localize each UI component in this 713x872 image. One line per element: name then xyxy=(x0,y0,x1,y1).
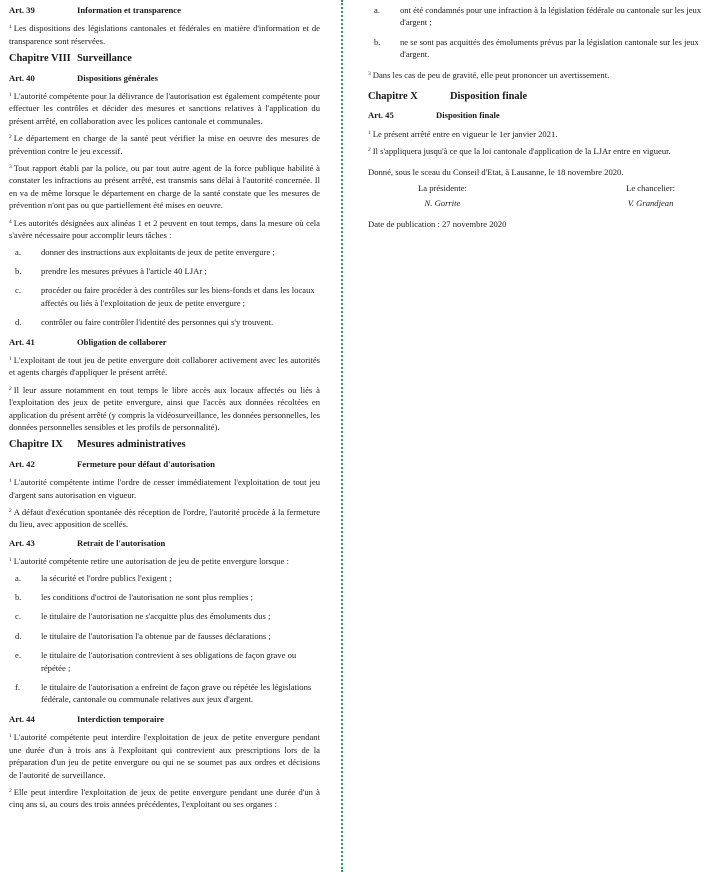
list-item: c. le titulaire de l'autorisation ne s'acquitte plus des émoluments dus ; xyxy=(15,611,271,622)
paragraph: $^3$ Dans les cas de peu de gravité, elle peut prononcer un avertissement. xyxy=(368,69,610,80)
article-title: Retrait de l'autorisation xyxy=(77,537,166,548)
signature-role: La présidente: xyxy=(418,183,467,194)
article-number: Art. 39 xyxy=(9,5,35,15)
article-heading xyxy=(9,713,320,725)
paragraph: $^2$ Le département en charge de la santé peut vérifier la mise en oeuvre des mesures de prévention contre le jeu excessif. xyxy=(9,133,320,156)
chapter-title: Disposition finale xyxy=(450,91,528,103)
list-item: a. la sécurité et l'ordre publics l'exigent ; xyxy=(15,572,172,583)
article-heading xyxy=(368,109,705,121)
chapter-number: Chapitre VIII xyxy=(9,53,71,65)
chapter-heading xyxy=(368,91,705,103)
paragraph: $^2$ Il s'appliquera jusqu'à ce que la loi cantonale d'application de la LJAr entre en vigueur. xyxy=(368,146,671,157)
publication-date: Date de publication : 27 novembre 2020 xyxy=(368,218,507,229)
list-item: c. procéder ou faire procéder à des contrôles sur les biens-fonds et dans les locaux affectés ou liés à l'exploitation de jeux de petite envergure ; xyxy=(15,285,315,308)
paragraph: $^1$ L'autorité compétente pour la délivrance de l'autorisation est également compétente pour effectuer les contrôles et décider des mesures et sanctions relatives à l'application du présent arrêté, en collaboration avec les polices cantonale et communales. xyxy=(9,91,320,126)
paragraph: $^1$ L'autorité compétente retire une autorisation de jeu de petite envergure lorsque : xyxy=(9,556,289,567)
list-item: d. contrôler ou faire contrôler l'identité des personnes qui s'y trouvent. xyxy=(15,317,274,328)
article-number: Art. 40 xyxy=(9,72,35,83)
paragraph: $^3$ Tout rapport établi par la police, ou par tout autre agent de la force publique habilité à constater les infractions au présent arrêté, est transmis sans délai à l'autorité concernée. Il en va de même lorsque le département en charge de la santé constate que les mesures de prévention n'ont pas ou que partiellement été mises en oeuvre. xyxy=(9,163,320,211)
list-item: f. le titulaire de l'autorisation a enfreint de façon grave ou répétée les législations fédérale, cantonale ou communale relatives aux jeux d'argent. xyxy=(15,682,312,705)
article-heading xyxy=(9,72,320,84)
article-title: Obligation de collaborer xyxy=(77,336,167,347)
article-title: Information et transparence xyxy=(77,5,181,15)
article-number: Art. 45 xyxy=(368,110,394,121)
signature-name: N. Gorrite xyxy=(424,198,461,209)
paragraph: $^1$ L'exploitant de tout jeu de petite envergure doit collaborer activement avec les autorités et agents chargés d'appliquer le présent arrêté. xyxy=(9,354,320,378)
paragraph: $^1$ L'autorité compétente peut interdire l'exploitation de jeux de petite envergure pendant une durée d'un à trois ans à l'exploitant qui contrevient aux prescriptions lors de la préparation d'un jeu de petite envergure ou qui ne se soumet pas aux ordres et décisions de l'autorité de surveillance. xyxy=(9,732,320,780)
list-item: e. le titulaire de l'autorisation contrevient à ses obligations de façon grave ou répétée ; xyxy=(15,650,297,673)
signature-president xyxy=(418,182,467,210)
chapter-heading xyxy=(9,439,320,451)
right-column xyxy=(368,0,705,234)
given-statement: Donné, sous le sceau du Conseil d'Etat, à Lausanne, le 18 novembre 2020. xyxy=(368,166,624,177)
paragraph: $^4$ Les autorités désignées aux alinéas 1 et 2 peuvent en tout temps, dans la mesure où cela s'avère nécessaire pour accomplir leurs tâches : xyxy=(9,217,320,241)
article-title: Interdiction temporaire xyxy=(77,713,164,724)
article-heading xyxy=(9,336,320,348)
list-item: b. ne se sont pas acquittés des émoluments prévus par la législation cantonale sur les jeux d'argent. xyxy=(374,36,699,60)
signature-role: Le chancelier: xyxy=(626,183,675,194)
article-title: Disposition finale xyxy=(436,110,500,121)
chapter-number: Chapitre X xyxy=(368,91,418,103)
signatures xyxy=(368,182,705,210)
article-heading xyxy=(9,4,320,16)
signature-name: V. Grandjean xyxy=(627,198,674,209)
article-number: Art. 44 xyxy=(9,713,35,724)
signature-chancellor xyxy=(626,182,675,210)
paragraph: $^2$ Elle peut interdire l'exploitation de jeux de petite envergure pendant une durée d'un à cinq ans si, au cours des trois années précédentes, l'exploitant ou ses organes : xyxy=(9,786,320,810)
chapter-title: Mesures administratives xyxy=(77,439,186,451)
column-divider xyxy=(341,0,343,872)
article-title: Fermeture pour défaut d'autorisation xyxy=(77,458,215,469)
paragraph: $^2$ A défaut d'exécution spontanée dès réception de l'ordre, l'autorité procède à la fermeture du lieu, avec apposition de scellés. xyxy=(9,507,320,530)
left-column xyxy=(9,0,320,815)
chapter-title: Surveillance xyxy=(77,53,132,65)
paragraph: $^2$ Il leur assure notamment en tout temps le libre accès aux locaux affectés ou liés à l'exploitation des jeux de petite envergure, ainsi que l'accès aux données récoltées en application du présent arrêté (y compris la vidéosurveillance, les données personnelles, les données personnelles sensibles et les profils de personnalité). xyxy=(9,384,320,432)
article-heading xyxy=(9,458,320,470)
article-number: Art. 43 xyxy=(9,537,35,548)
list-item: a. donner des instructions aux exploitants de jeux de petite envergure ; xyxy=(15,246,275,257)
paragraph: $^1$ Le présent arrêté entre en vigueur le 1er janvier 2021. xyxy=(368,128,558,139)
list-item: b. les conditions d'octroi de l'autorisation ne sont plus remplies ; xyxy=(15,592,253,603)
list-item: b. prendre les mesures prévues à l'article 40 LJAr ; xyxy=(15,265,207,276)
article-number: Art. 42 xyxy=(9,458,35,469)
article-heading xyxy=(9,537,320,549)
article-title: Dispositions générales xyxy=(77,72,158,83)
chapter-heading xyxy=(9,53,320,65)
article-number: Art. 41 xyxy=(9,336,35,347)
paragraph: $^1$ L'autorité compétente intime l'ordre de cesser immédiatement l'exploitation de tout jeu d'argent sans autorisation en vigueur. xyxy=(9,477,320,500)
list-item: d. le titulaire de l'autorisation l'a obtenue par de fausses déclarations ; xyxy=(15,630,271,641)
chapter-number: Chapitre IX xyxy=(9,439,63,451)
list-item: a. ont été condamnés pour une infraction à la législation fédérale ou cantonale sur les jeux d'argent ; xyxy=(374,5,702,28)
paragraph: $^1$ Les dispositions des législations cantonales et fédérales en matière d'information et de transparence sont réservées. xyxy=(9,23,320,46)
